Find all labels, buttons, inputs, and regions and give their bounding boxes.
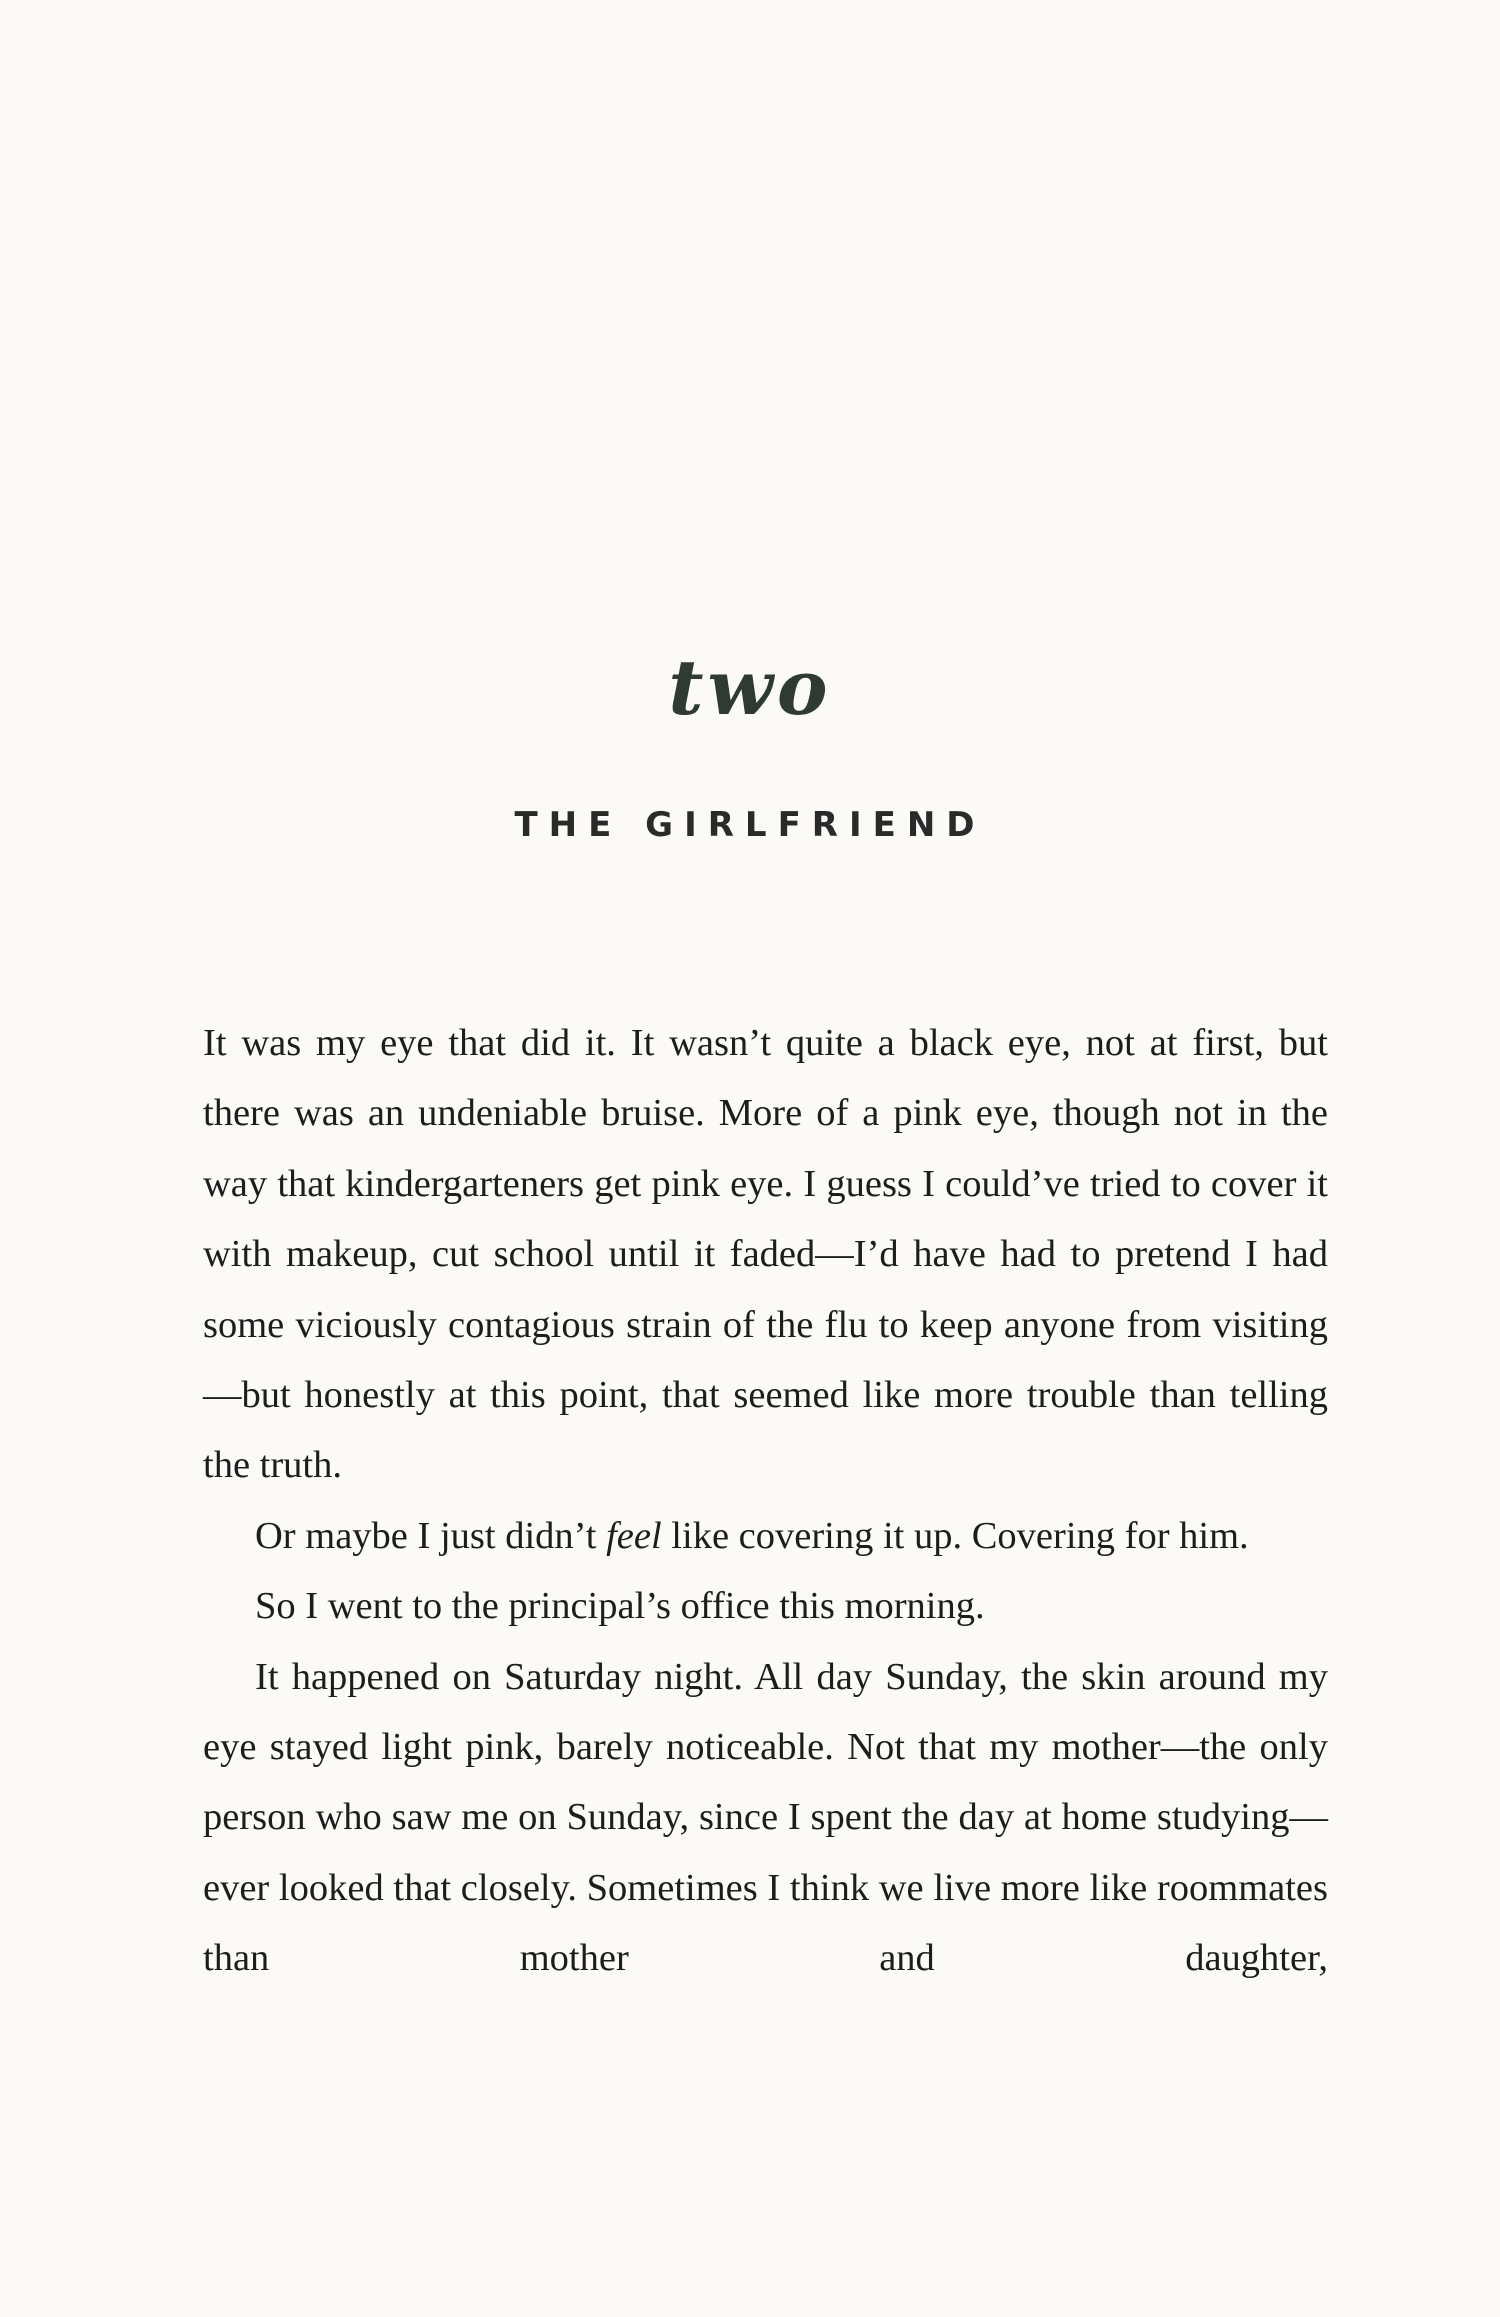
paragraph-4: It happened on Saturday night. All day Sunday, the skin around my eye stayed light pink, barely noticeable. Not that my mother—the only person who saw me on Sunday, since I spent the day at home studying—ever looked that closely. Sometimes I think we live more like roommates than mother and daughter, xyxy=(203,1655,1328,1980)
paragraph-1: It was my eye that did it. It wasn’t quite a black eye, not at first, but there was an undeniable bruise. More of a pink eye, though not in the way that kindergarteners get pink eye. I guess I could’ve tried to cover it with makeup, cut school until it faded—I’d have had to pretend I had some viciously contagious strain of the flu to keep anyone from visiting—but honestly at this point, that seemed like more trouble than telling the truth. xyxy=(203,1022,1328,1487)
paragraph-3: So I went to the principal’s office this morning. xyxy=(255,1585,985,1628)
chapter-title: THE GIRLFRIEND xyxy=(514,805,986,845)
paragraph-2 xyxy=(203,1501,1328,1571)
paragraph-2-end: like covering it up. Covering for him. xyxy=(661,1514,1249,1557)
emphasized-word: feel xyxy=(606,1514,662,1557)
chapter-body xyxy=(203,1008,1328,1994)
paragraph-2-start: Or maybe I just didn’t xyxy=(255,1514,607,1557)
chapter-number: two xyxy=(668,643,832,732)
